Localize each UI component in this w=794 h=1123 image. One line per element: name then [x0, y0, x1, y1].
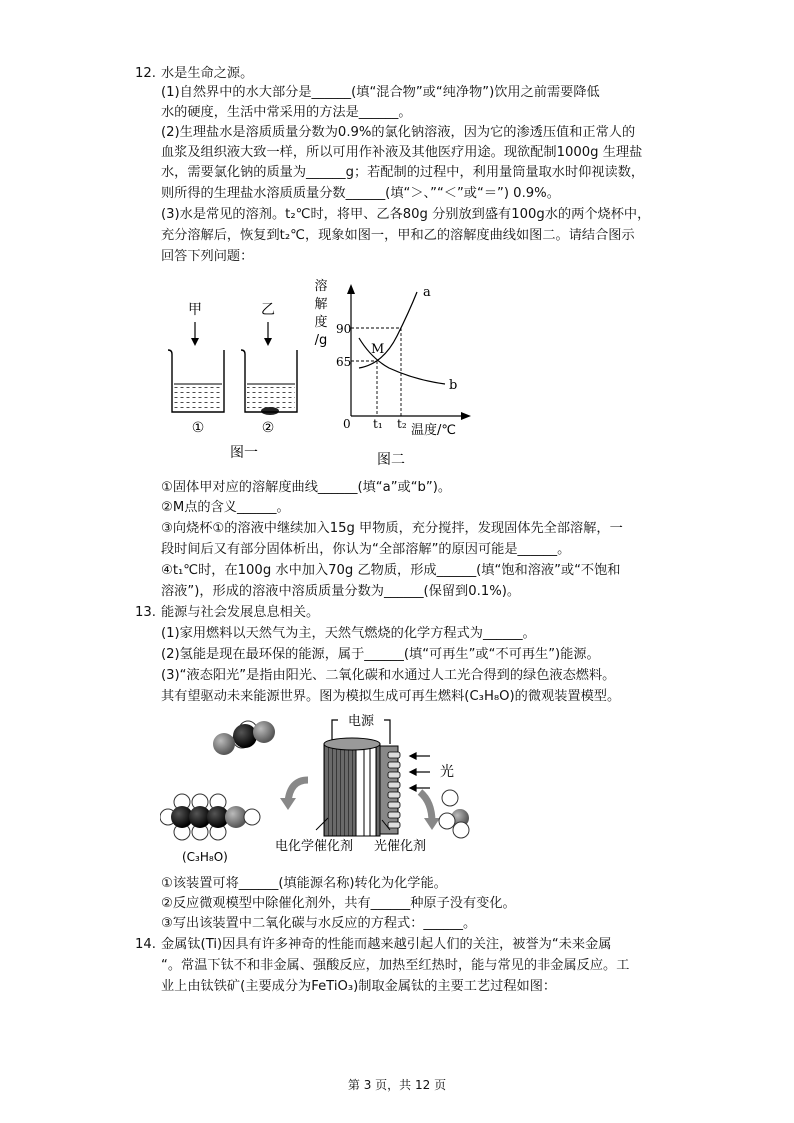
q13-sub-line: ③写出该装置中二氧化碳与水反应的方程式：______。	[161, 916, 477, 931]
beaker-one-label: ①	[191, 420, 205, 436]
page-footer: 第 3 页，共 12 页	[347, 1078, 447, 1092]
x-tick-0: 0	[343, 417, 351, 431]
q12-sub-line: ④t₁℃时，在100g 水中加入70g 乙物质，形成______(填“饱和溶液”或“不饱和	[161, 563, 621, 578]
q13-line: (2)氢能是现在最环保的能源，属于______(填“可再生”或“不可再生”)能源。	[161, 647, 600, 662]
q12-sub-line: ③向烧杯①的溶液中继续加入15g 甲物质，充分搅拌，发现固体先全部溶解，一	[161, 521, 623, 536]
question-number-14: 14.	[135, 937, 156, 952]
figure-one-beakers	[150, 290, 320, 470]
y-axis-label-2: 解	[314, 297, 328, 312]
q12-line: 则所得的生理盐水溶质质量分数______(填“＞、”“＜”或“＝”) 0.9%。	[161, 186, 560, 201]
q13-line: (1)家用燃料以天然气为主，天然气燃烧的化学方程式为______。	[161, 626, 536, 641]
q13-sub-line: ②反应微观模型中除催化剂外，共有______种原子没有变化。	[161, 896, 516, 911]
figure-two-caption: 图二	[377, 452, 405, 468]
beaker-one	[168, 350, 224, 412]
q12-line: (2)生理盐水是溶质质量分数为0.9%的氯化钠溶液，因为它的渗透压值和正常人的	[161, 125, 636, 140]
question-number-12: 12.	[135, 66, 156, 81]
q14-line: “。常温下钛不和非金属、强酸反应，加热至红热时，能与常见的非金属反应。工	[161, 958, 630, 973]
light-arrows-icon	[410, 753, 430, 791]
curve-a-label: a	[423, 285, 431, 300]
figure-one-caption: 图一	[230, 445, 258, 461]
point-m-label: M	[371, 342, 385, 357]
photocatalyst-label: 光催化剂	[374, 839, 427, 854]
q12-sub-line: 溶液”)，形成的溶液中溶质质量分数为______(保留到0.1%)。	[161, 584, 521, 599]
q12-sub-line: ①固体甲对应的溶解度曲线______(填“a”或“b”)。	[161, 480, 452, 495]
q12-line: (1)自然界中的水大部分是______(填“混合物”或“纯净物”)饮用之前需要降低	[161, 85, 600, 100]
power-label: 电源	[347, 714, 375, 729]
x-axis-label: 温度/℃	[411, 423, 456, 438]
q12-line: 血浆及组织液大致一样，所以可用作补液及其他医疗用途。现欲配制1000g 生理盐	[161, 145, 643, 160]
label-yi: 乙	[261, 302, 275, 318]
q14-line: 金属钛(Ti)因具有许多神奇的性能而越来越引起人们的关注，被誉为“未来金属	[161, 937, 612, 952]
curve-a	[359, 292, 417, 368]
beaker-two	[241, 350, 297, 415]
beaker-two-label: ②	[261, 420, 275, 436]
q12-line: 水的硬度，生活中常采用的方法是______。	[161, 105, 412, 120]
figure-two-solubility-chart	[305, 276, 475, 472]
figure-three-device-model	[160, 706, 500, 876]
catalyst-device	[324, 710, 400, 836]
y-tick-90: 90	[336, 322, 352, 336]
x-tick-t2: t₂	[397, 417, 407, 431]
y-tick-65: 65	[336, 355, 352, 369]
q12-sub-line: 段时间后又有部分固体析出，你认为“全部溶解”的原因可能是______。	[161, 542, 571, 557]
q12-line: (3)水是常见的溶剂。t₂℃时，将甲、乙各80g 分别放到盛有100g水的两个烧杯中，	[161, 207, 651, 222]
electrochemical-catalyst-label: 电化学催化剂	[275, 839, 354, 854]
q12-line: 水是生命之源。	[161, 66, 254, 81]
curve-b-label: b	[449, 378, 458, 393]
water-molecule-icon	[439, 790, 469, 838]
co2-molecule-icon	[213, 721, 275, 755]
c3h8o-molecule-icon	[160, 794, 260, 840]
light-label: 光	[440, 764, 454, 780]
q13-line: (3)“液态阳光”是指由阳光、二氧化碳和水通过人工光合得到的绿色液态燃料。	[161, 668, 616, 683]
q13-line: 其有望驱动未来能源世界。图为模拟生成可再生燃料(C₃H₈O)的微观装置模型。	[161, 689, 621, 704]
y-axis-label-3: 度	[314, 315, 328, 330]
q14-line: 业上由钛铁矿(主要成分为FeTiO₃)制取金属钛的主要工艺过程如图：	[161, 979, 557, 994]
x-tick-t1: t₁	[373, 417, 383, 431]
label-jia: 甲	[188, 302, 202, 318]
question-number-13: 13.	[135, 605, 156, 620]
q13-line: 能源与社会发展息息相关。	[161, 605, 320, 620]
q12-line: 水，需要氯化钠的质量为______g；若配制的过程中，利用量筒量取水时仰视读数，	[161, 165, 645, 180]
q12-line: 回答下列问题：	[161, 249, 254, 264]
formula-label: (C₃H₈O)	[182, 850, 228, 864]
q13-sub-line: ①该装置可将______(填能源名称)转化为化学能。	[161, 876, 447, 891]
q12-line: 充分溶解后，恢复到t₂℃，现象如图一，甲和乙的溶解度曲线如图二。请结合图示	[161, 228, 635, 243]
y-axis-label-4: /g	[314, 333, 328, 348]
y-axis-label-1: 溶	[314, 279, 328, 294]
curved-arrow-right-icon	[420, 792, 432, 822]
q12-sub-line: ②M点的含义______。	[161, 500, 290, 515]
